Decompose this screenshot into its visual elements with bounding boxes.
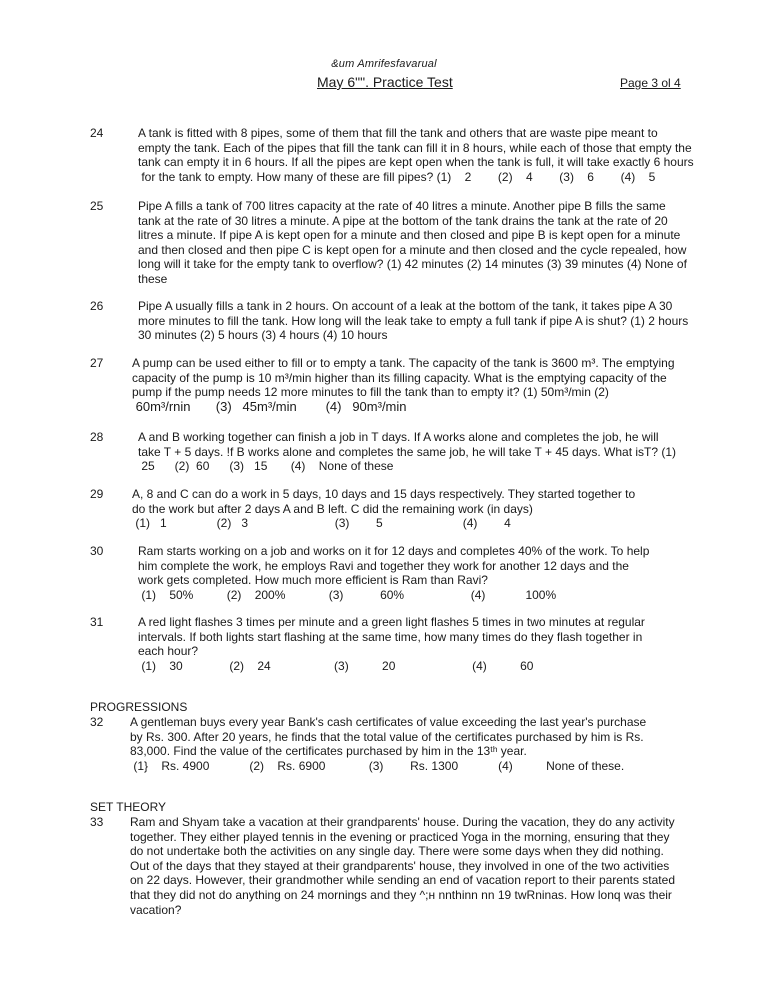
question-text-line: do not undertake both the activities on any single day. There were some days when they did nothing. [130, 844, 664, 859]
question-options: for the tank to empty. How many of these are fill pipes? (1) 2 (2) 4 (3) 6 (4) 5 [138, 169, 656, 184]
question-text-line: and then closed and then pipe C is kept open for a minute and then closed and the cycle repealed, how [138, 242, 687, 257]
question-text-line: do the work but after 2 days A and B left. C did the remaining work (in days) [132, 501, 533, 516]
question-33 [90, 815, 690, 917]
question-text-line: that they did not do anything on 24 mornings and they ^;н nnthinn nn 19 twRninas. How lonq was their [130, 887, 672, 902]
question-29 [90, 487, 690, 531]
question-text-line: together. They either played tennis in the evening or practiced Yoga in the morning, ensuring that they [130, 829, 670, 844]
question-text-line: these [138, 271, 168, 286]
header-small-text: &um Amrifesfavarual [331, 58, 437, 70]
question-text-line: Ram and Shyam take a vacation at their grandparents' house. During the vacation, they do any activity [130, 815, 675, 829]
question-text-line: 83,000. Find the value of the certificates purchased by him in the 13ᵗʰ year. [130, 744, 527, 759]
question-31 [90, 615, 690, 673]
page-title: May 6"". Practice Test [317, 74, 453, 90]
question-text-line: Pipe A fills a tank of 700 litres capacity at the rate of 40 litres a minute. Another pipe B fills the same [138, 199, 666, 213]
question-number: 33 [90, 815, 104, 829]
question-30 [90, 544, 690, 602]
question-text-line: work gets completed. How much more efficient is Ram than Ravi? [138, 573, 488, 588]
question-text-line: vacation? [130, 902, 182, 917]
question-text-line: A red light flashes 3 times per minute and a green light flashes 5 times in two minutes at regular [138, 615, 645, 629]
question-text-line: more minutes to fill the tank. How long will the leak take to empty a full tank if pipe A is shut? (1) 2 hours [138, 313, 689, 328]
question-24 [90, 126, 694, 184]
question-number: 29 [90, 487, 104, 501]
question-options: (1) 50% (2) 200% (3) 60% (4) 100% [138, 587, 557, 602]
question-text-line: Pipe A usually fills a tank in 2 hours. On account of a leak at the bottom of the tank, it takes pipe A 30 [138, 299, 673, 313]
question-options: (1) 1 (2) 3 (3) 5 (4) 4 [132, 516, 511, 531]
question-options: 60m³/rnin (3) 45m³/min (4) 90m³/min [132, 398, 407, 414]
question-text-line: tank at the rate of 30 litres a minute. A pipe at the bottom of the tank drains the tank at the rate of 20 [138, 213, 668, 228]
question-text-line: 30 minutes (2) 5 hours (3) 4 hours (4) 10 hours [138, 328, 388, 343]
question-text-line: by Rs. 300. After 20 years, he finds that the total value of the certificates purchased by him is Rs. [130, 729, 644, 744]
question-text-line: Out of the days that they stayed at their grandparents' house, they involved in one of the two activities [130, 858, 670, 873]
question-number: 30 [90, 544, 104, 558]
question-text-line: A gentleman buys every year Bank's cash certificates of value exceeding the last year's purchase [130, 715, 647, 729]
question-text-line: long will it take for the empty tank to overflow? (1) 42 minutes (2) 14 minutes (3) 39 minutes (4) None of [138, 257, 687, 272]
question-text-line: pump if the pump needs 12 more minutes to fill the tank than to empty it? (1) 50m³/min (2) [132, 385, 609, 400]
question-32 [90, 715, 690, 773]
question-options: (1) 30 (2) 24 (3) 20 (4) 60 [138, 658, 534, 673]
question-number: 27 [90, 356, 104, 370]
question-text-line: intervals. If both lights start flashing at the same time, how many times do they flash together in [138, 629, 643, 644]
question-options: (1} Rs. 4900 (2) Rs. 6900 (3) Rs. 1300 (4) None of these. [130, 758, 625, 773]
question-number: 32 [90, 715, 104, 729]
question-text-line: A pump can be used either to fill or to empty a tank. The capacity of the tank is 3600 m³. The emptying [132, 356, 675, 370]
question-number: 26 [90, 299, 104, 313]
question-28 [90, 430, 690, 474]
question-27 [90, 356, 690, 414]
section-heading-progressions: PROGRESSIONS [90, 700, 188, 714]
question-text-line: each hour? [138, 644, 199, 659]
question-text-line: Ram starts working on a job and works on it for 12 days and completes 40% of the work. To help [138, 544, 650, 558]
question-text-line: A and B working together can finish a job in T days. If A works alone and completes the job, he will [138, 430, 659, 444]
question-text-line: him complete the work, he employs Ravi and together they work for another 12 days and the [138, 558, 629, 573]
question-text-line: empty the tank. Each of the pipes that fill the tank can fill it in 8 hours, while each of those that empty the [138, 140, 692, 155]
question-text-line: A, 8 and C can do a work in 5 days, 10 days and 15 days respectively. They started together to [132, 487, 636, 501]
question-number: 28 [90, 430, 104, 444]
question-number: 31 [90, 615, 104, 629]
question-text-line: litres a minute. If pipe A is kept open for a minute and then closed and pipe B is kept open for a minute [138, 228, 681, 243]
question-25 [90, 199, 690, 287]
question-text-line: on 22 days. However, their grandmother while sending an end of vacation report to their parents stated [130, 873, 675, 888]
question-text-line: tank can empty it in 6 hours. If all the pipes are kept open when the tank is full, it will take exactly 6 hours [138, 155, 694, 170]
section-heading-set-theory: SET THEORY [90, 800, 167, 814]
question-text-line: capacity of the pump is 10 m³/min higher than its filling capacity. What is the emptying capacity of the [132, 370, 667, 385]
question-text-line: take T + 5 days. !f B works alone and completes the same job, he will take T + 45 days. What isT? (1) [138, 444, 677, 459]
question-options: 25 (2) 60 (3) 15 (4) None of these [138, 459, 394, 474]
question-number: 24 [90, 126, 104, 140]
question-26 [90, 299, 690, 343]
page-number: Page 3 ol 4 [620, 76, 681, 90]
question-number: 25 [90, 199, 104, 213]
question-text-line: A tank is fitted with 8 pipes, some of them that fill the tank and others that are waste pipe meant to [138, 126, 658, 140]
